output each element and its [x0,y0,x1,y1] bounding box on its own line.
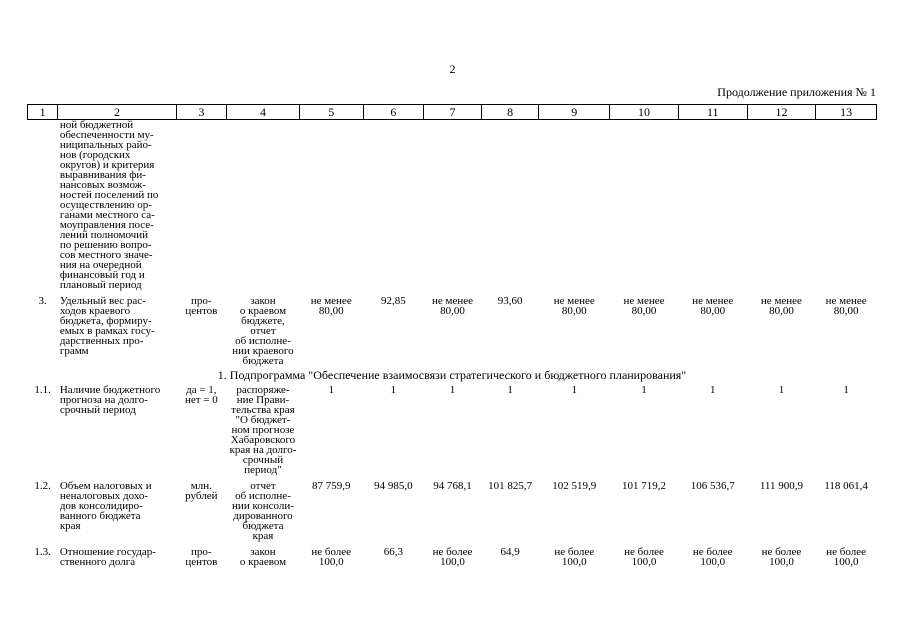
row-number: 1.2. [34,480,51,492]
unit: про- центов [185,295,218,317]
col-header: 9 [539,105,610,120]
col-header: 13 [816,105,877,120]
value-cell: 92,85 [380,295,406,307]
value-cell: не более 100,0 [826,546,867,568]
value-cell: 93,60 [497,295,523,307]
value-cell: не менее 80,00 [623,295,665,317]
value-cell: не менее 80,00 [310,295,352,317]
value-cell: не более 100,0 [311,546,352,568]
table-row [28,385,877,475]
col-header: 8 [481,105,539,120]
value-cell: не более 100,0 [624,546,664,568]
col-header: 7 [424,105,482,120]
indicators-table [27,104,877,567]
unit: млн. рублей [185,480,218,502]
source: отчет об исполне- нии консоли- дированного бюджета края [232,480,294,542]
unit: про- центов [185,546,218,568]
value-cell: не менее 80,00 [692,295,734,317]
value-cell: 1 [328,384,334,396]
col-header: 11 [678,105,747,120]
table-row [28,541,877,567]
value-cell: 106 536,7 [690,480,735,492]
value-cell: 1 [507,384,513,396]
header-row [28,105,877,120]
row-number: 1.1. [34,384,51,396]
value-cell: 102 519,9 [552,480,597,492]
value-cell: не более 100,0 [761,546,802,568]
value-cell: не менее 80,00 [431,295,473,317]
continuation-label: Продолжение приложения № 1 [717,85,876,99]
value-cell: не менее 80,00 [760,295,802,317]
value-cell: 1 [709,384,716,396]
col-header: 1 [28,105,58,120]
col-header: 6 [363,105,424,120]
row-number: 1.3. [34,546,51,558]
indicator-name: Удельный вес рас- ходов краевого бюджета, формиру- емых в рамках госу- дарственных про- грамм [59,295,155,357]
value-cell: 111 900,9 [759,480,804,492]
indicator-name: ной бюджетной обеспеченности му- ниципальных райо- нов (городских округов) и критерия выравнивания фи- нансовых возмож- ностей поселений по осуществлению ор- ганами местного са- моуправления посе- лений полномочий по решению вопро- сов местного значе- ния на очередной финансовый год и плановый период [59,119,159,291]
source: распоряже- ние Прави- тельства края "О бюджет- ном прогнозе Хабаровского края на долго- срочный период" [229,384,297,476]
value-cell: не менее 80,00 [825,295,867,317]
subprogram-row [28,366,877,385]
value-cell: не более 100,0 [432,546,473,568]
row-number: 3. [38,295,47,307]
value-cell: 1 [571,384,578,396]
col-header: 2 [58,105,176,120]
unit: да = 1, нет = 0 [184,384,218,406]
table-row [28,296,877,366]
source: закон о краевом [239,546,287,568]
col-header: 4 [227,105,300,120]
value-cell: 1 [449,384,456,396]
value-cell: 1 [843,384,849,396]
value-cell: 66,3 [383,546,403,558]
value-cell: 1 [641,384,647,396]
value-cell: 101 825,7 [488,480,533,492]
indicator-name: Отношение государ- ственного долга [59,546,156,568]
subprogram-title: 1. Подпрограмма "Обеспечение взаимосвязи стратегического и бюджетного планирования" [217,368,687,382]
col-header: 10 [610,105,679,120]
table-row [28,475,877,541]
page-number: 2 [449,62,456,76]
value-cell: 1 [390,384,397,396]
source: закон о краевом бюджете, отчет об исполне- нии краевого бюджета [232,295,294,367]
col-header: 5 [299,105,363,120]
value-cell: не менее 80,00 [553,295,595,317]
value-cell: 101 719,2 [622,480,666,492]
indicator-name: Объем налоговых и неналоговых дохо- дов консолидиро- ванного бюджета края [59,480,152,532]
table-row [28,120,877,297]
value-cell: 1 [778,384,785,396]
value-cell: не более 100,0 [554,546,595,568]
col-header: 3 [176,105,227,120]
value-cell: 94 768,1 [433,480,472,492]
value-cell: 118 061,4 [824,480,868,492]
value-cell: 94 985,0 [374,480,413,492]
value-cell: 64,9 [500,546,520,558]
value-cell: 87 759,9 [311,480,351,492]
col-header: 12 [747,105,816,120]
value-cell: не более 100,0 [692,546,733,568]
indicator-name: Наличие бюджетного прогноза на долго- срочный период [59,384,161,416]
